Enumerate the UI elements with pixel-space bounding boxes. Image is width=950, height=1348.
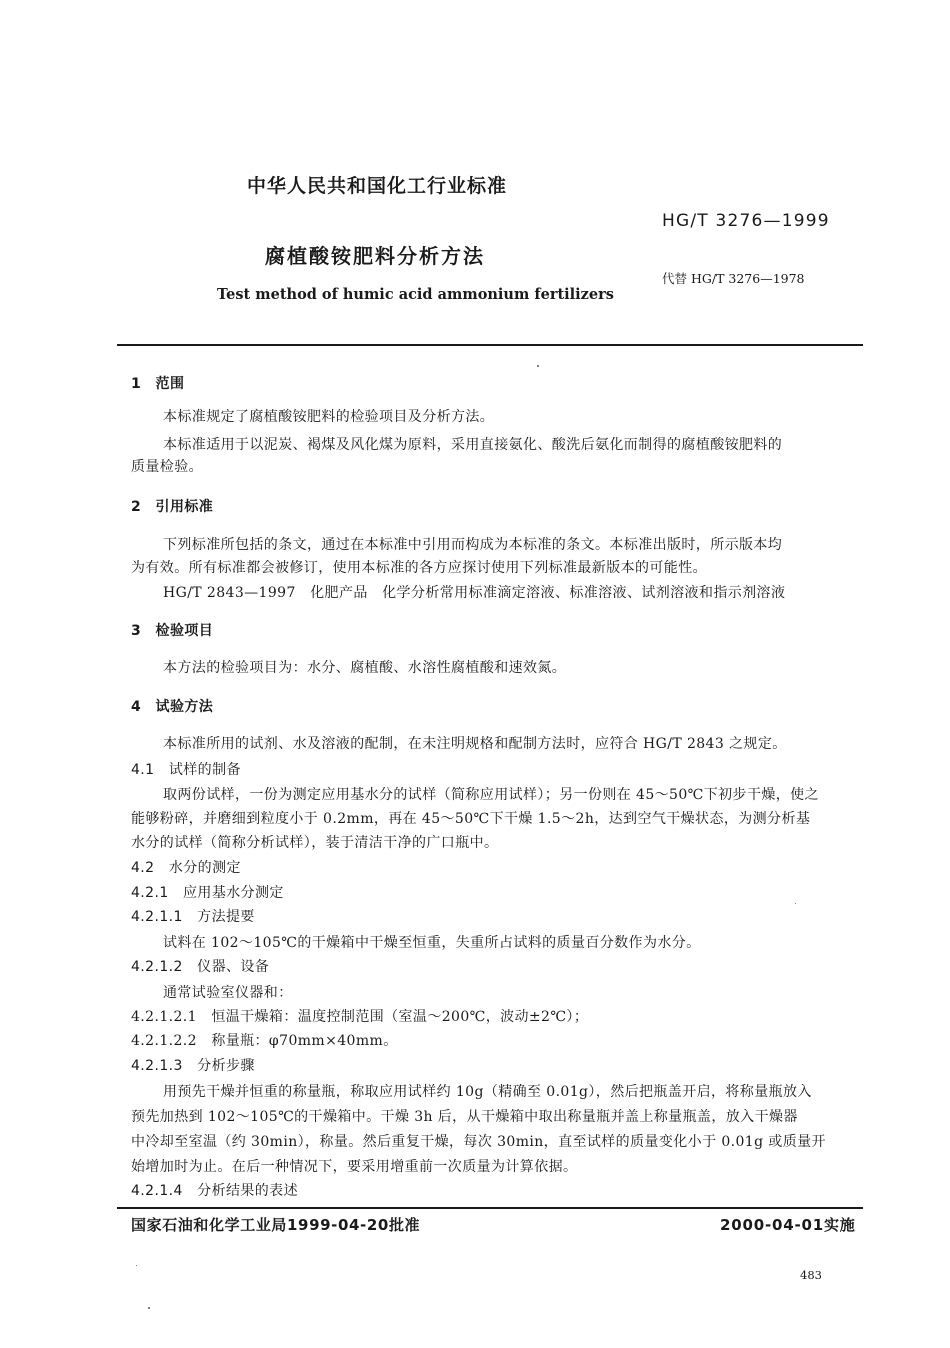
section-4-1-heading: 4.1 试样的制备 xyxy=(131,762,241,778)
document-title-en: Test method of humic acid ammonium fertilizers xyxy=(217,286,614,303)
section-4-para: 本标准所用的试剂、水及溶液的配制，在未注明规格和配制方法时，应符合 HG/T 2843 之规定。 xyxy=(163,736,787,752)
section-2-para: 下列标准所包括的条文，通过在本标准中引用而构成为本标准的条文。本标准出版时，所示版本均 xyxy=(163,537,783,553)
section-4-2-heading: 4.2 水分的测定 xyxy=(131,860,241,876)
document-title-cn: 腐植酸铵肥料分析方法 xyxy=(265,244,485,268)
page-number: 483 xyxy=(800,1268,822,1282)
section-1-para: 质量检验。 xyxy=(131,459,203,475)
section-4-1-para: 取两份试样，一份为测定应用基水分的试样（简称应用试样）；另一份则在 45～50℃下初步干燥，使之 xyxy=(163,787,819,803)
section-4-1-para: 能够粉碎，并磨细到粒度小于 0.2mm，再在 45～50℃下干燥 1.5～2h，达到空气干燥状态，为测分析基 xyxy=(131,811,811,827)
approval-line: 国家石油和化学工业局1999-04-20批准 xyxy=(131,1216,421,1234)
scan-speck xyxy=(136,1265,137,1266)
section-4-2-1-2-2: 4.2.1.2.2 称量瓶：φ70mm×40mm。 xyxy=(131,1033,398,1049)
section-4-2-1-heading: 4.2.1 应用基水分测定 xyxy=(131,885,284,901)
standard-number: HG/T 3276—1999 xyxy=(662,211,830,231)
section-4-2-1-1-heading: 4.2.1.1 方法提要 xyxy=(131,909,255,925)
section-3-heading: 3 检验项目 xyxy=(131,623,214,639)
referenced-standard: HG/T 2843—1997 化肥产品 化学分析常用标准滴定溶液、标准溶液、试剂溶液和指示剂溶液 xyxy=(163,585,786,601)
replaces-standard: 代替 HG/T 3276—1978 xyxy=(662,271,805,286)
section-1-para: 本标准规定了腐植酸铵肥料的检验项目及分析方法。 xyxy=(163,409,495,425)
section-4-2-1-3-para: 用预先干燥并恒重的称量瓶，称取应用试样约 10g（精确至 0.01g），然后把瓶盖开启，将称量瓶放入 xyxy=(163,1084,812,1100)
section-4-2-1-1-para: 试料在 102～105℃的干燥箱中干燥至恒重，失重所占试料的质量百分数作为水分。 xyxy=(163,935,701,951)
scan-speck xyxy=(537,365,539,367)
scan-speck xyxy=(795,903,796,904)
implementation-date: 2000-04-01实施 xyxy=(720,1216,856,1234)
header-rule xyxy=(117,344,863,346)
section-4-2-1-2-1: 4.2.1.2.1 恒温干燥箱：温度控制范围（室温～200℃，波动±2℃）； xyxy=(131,1009,589,1025)
section-4-2-1-3-heading: 4.2.1.3 分析步骤 xyxy=(131,1058,255,1074)
section-1-para: 本标准适用于以泥炭、褐煤及风化煤为原料，采用直接氨化、酸洗后氨化而制得的腐植酸铵肥料的 xyxy=(163,437,783,453)
section-4-2-1-4-heading: 4.2.1.4 分析结果的表述 xyxy=(131,1183,298,1199)
section-4-2-1-3-para: 预先加热到 102～105℃的干燥箱中。干燥 3h 后，从干燥箱中取出称量瓶并盖上称量瓶盖，放入干燥器 xyxy=(131,1109,798,1125)
section-2-para: 为有效。所有标准都会被修订，使用本标准的各方应探讨使用下列标准最新版本的可能性。 xyxy=(131,560,707,576)
section-4-heading: 4 试验方法 xyxy=(131,699,214,715)
section-4-2-1-2-para: 通常试验室仪器和： xyxy=(163,985,293,1001)
section-4-1-para: 水分的试样（简称分析试样），装于清洁干净的广口瓶中。 xyxy=(131,835,499,851)
section-4-2-1-3-para: 始增加时为止。在后一种情况下，要采用增重前一次质量为计算依据。 xyxy=(131,1159,578,1175)
section-2-heading: 2 引用标准 xyxy=(131,499,214,515)
org-title: 中华人民共和国化工行业标准 xyxy=(247,175,508,197)
footer-rule xyxy=(117,1207,863,1209)
section-1-heading: 1 范围 xyxy=(131,376,185,392)
section-4-2-1-2-heading: 4.2.1.2 仪器、设备 xyxy=(131,959,270,975)
section-3-para: 本方法的检验项目为：水分、腐植酸、水溶性腐植酸和速效氮。 xyxy=(163,660,567,676)
scan-speck xyxy=(148,1307,150,1309)
section-4-2-1-3-para: 中冷却至室温（约 30min），称量。然后重复干燥，每次 30min，直至试样的质量变化小于 0.01g 或质量开 xyxy=(131,1134,826,1150)
